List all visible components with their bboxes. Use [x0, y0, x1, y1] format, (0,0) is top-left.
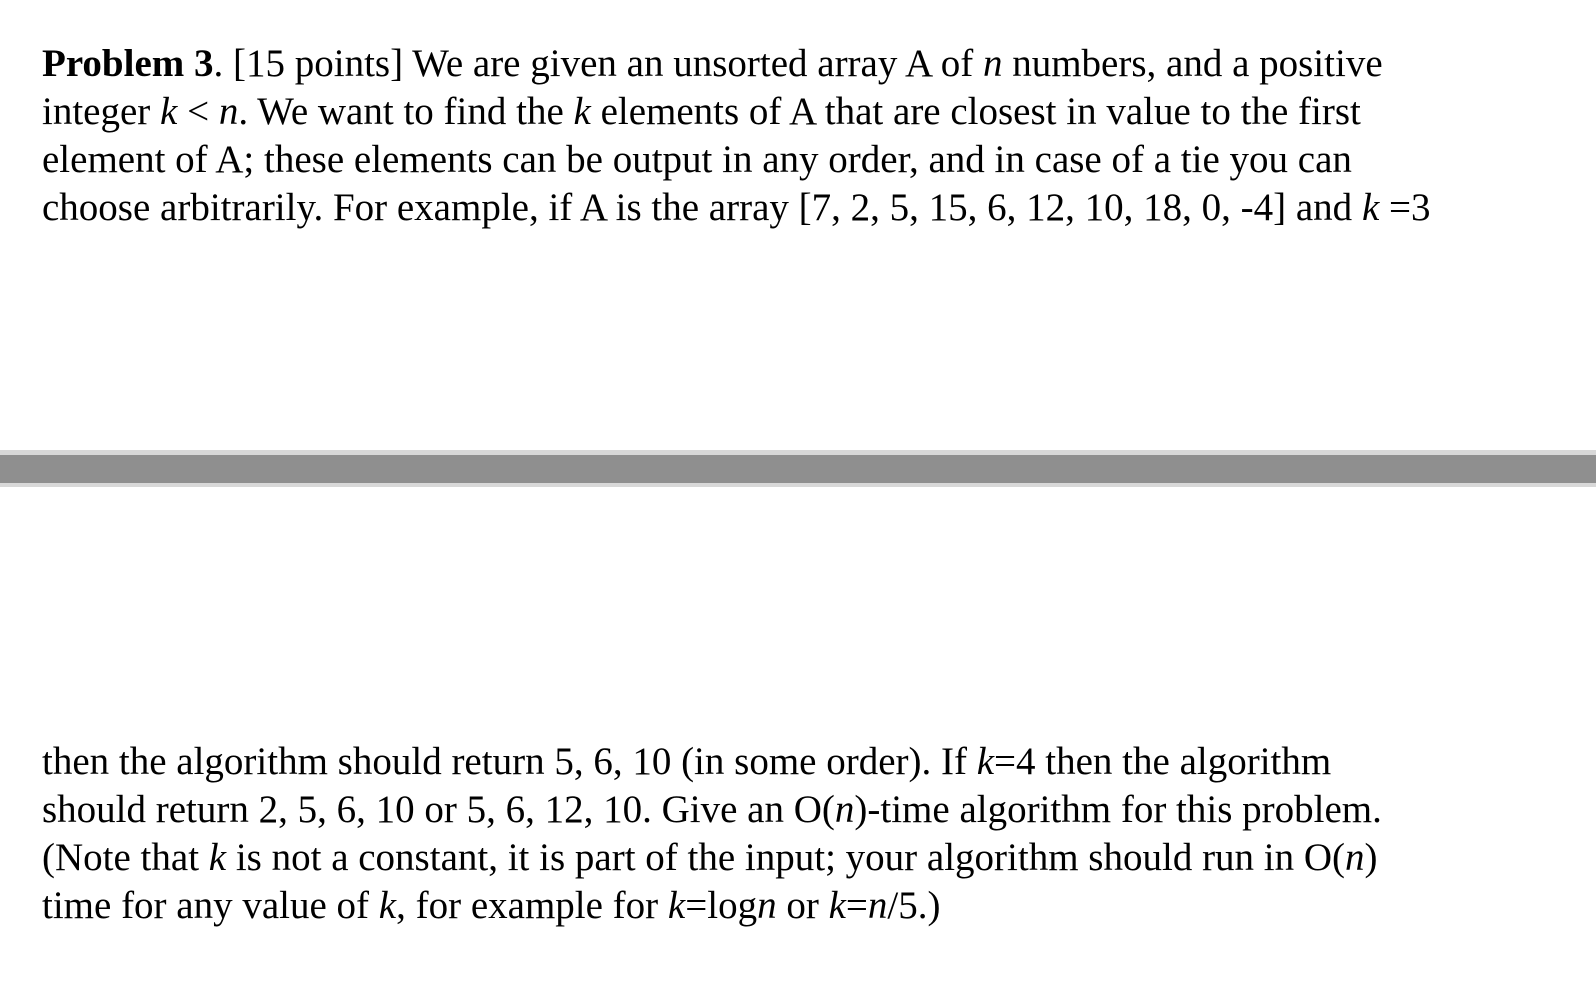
points-label: [15 points] — [233, 42, 404, 85]
problem-label: Problem 3 — [42, 42, 214, 85]
text-span: should return 2, 5, 6, 10 or 5, 6, 12, 10. Give an O( — [42, 788, 835, 831]
text-span: elements of A that are closest in value to the first — [590, 90, 1361, 133]
page-break-divider — [0, 455, 1596, 483]
text-line — [42, 882, 1382, 930]
variable-k: k — [976, 740, 995, 783]
problem-statement-part-1 — [42, 40, 1431, 232]
variable-n: n — [757, 884, 777, 927]
problem-label-suffix: . — [213, 42, 224, 85]
text-span: =log — [685, 884, 758, 927]
text-span: (Note that — [42, 836, 209, 879]
text-span: numbers, and a positive — [1002, 42, 1383, 85]
page-break-divider-bottom — [0, 483, 1596, 487]
text-span: = — [845, 884, 868, 927]
text-line — [42, 88, 1431, 136]
variable-k: k — [160, 90, 178, 133]
text-span: ) — [1364, 836, 1378, 879]
text-span: We are given an unsorted array A of — [403, 42, 983, 85]
text-span: /5.) — [887, 884, 941, 927]
text-line — [42, 786, 1382, 834]
variable-n: n — [1345, 836, 1365, 879]
text-line — [42, 40, 1431, 88]
text-line — [42, 184, 1431, 232]
problem-statement-part-2 — [42, 738, 1382, 930]
text-line: element of A; these elements can be output in any order, and in case of a tie you can — [42, 138, 1352, 181]
variable-k: k — [573, 90, 591, 133]
variable-k: k — [378, 884, 397, 927]
text-span: choose arbitrarily. For example, if A is the array [7, 2, 5, 15, 6, 12, 10, 18, 0, -4] and — [42, 186, 1362, 229]
variable-n: n — [218, 90, 239, 133]
text-line — [42, 738, 1382, 786]
text-span: . We want to find the — [238, 90, 574, 133]
text-span: , for example for — [396, 884, 668, 927]
variable-n: n — [834, 788, 855, 831]
text-span: then the algorithm should return 5, 6, 10 (in some order). If — [42, 740, 977, 783]
variable-n: n — [867, 884, 888, 927]
text-span: < — [177, 90, 219, 133]
text-span: integer — [42, 90, 161, 133]
text-span: =4 then the algorithm — [994, 740, 1332, 783]
variable-k: k — [828, 884, 846, 927]
text-span: is not a constant, it is part of the input; your algorithm should run in O( — [226, 836, 1346, 879]
text-span: )-time algorithm for this problem. — [854, 788, 1382, 831]
text-line — [42, 834, 1382, 882]
text-span: =3 — [1379, 186, 1431, 229]
text-span: or — [776, 884, 829, 927]
variable-k: k — [1361, 186, 1380, 229]
variable-n: n — [982, 42, 1003, 85]
text-span: time for any value of — [42, 884, 379, 927]
variable-k: k — [667, 884, 686, 927]
variable-k: k — [208, 836, 227, 879]
